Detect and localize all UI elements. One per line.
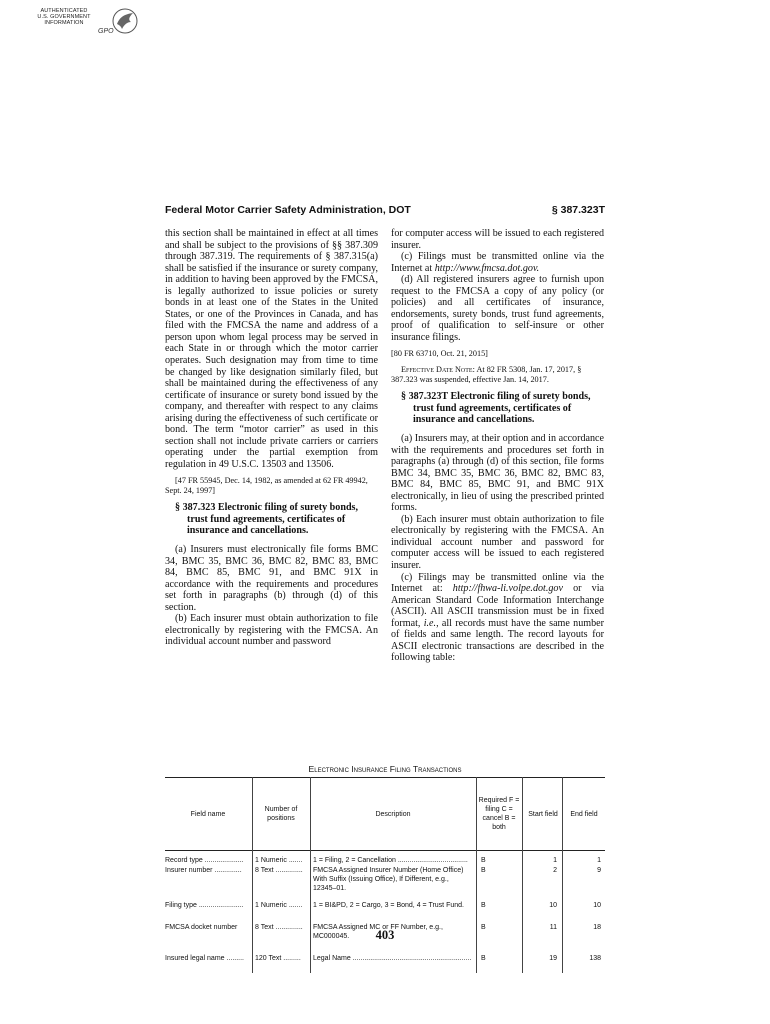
right-paragraph-c2-text-2: or via American Standard Code Information Interchange (ASCII). All ASCII transmission must be in fixed format, <box>391 583 604 629</box>
cell-start: 1 <box>553 857 557 864</box>
cell-end: 18 <box>593 924 601 931</box>
seal-line-1: AUTHENTICATED <box>40 8 88 14</box>
eagle-seal-icon <box>110 6 140 36</box>
cell-positions: 8 Text .............. <box>255 924 303 931</box>
volpe-url-link[interactable]: http://fhwa-li.volpe.dot.gov <box>452 583 563 595</box>
seal-text <box>24 8 104 27</box>
cell-start: 11 <box>549 924 557 931</box>
right-paragraph-c2 <box>391 572 604 664</box>
right-paragraph-d: (d) All registered insurers agree to furnish upon request to the FMCSA a copy of any policy (or policies) and all certificates of insurance, endorsements, surety bonds, trust fund agreements, proof of qualification to self-insure or other insurance filings. <box>391 274 604 343</box>
cell-required: B <box>481 902 486 909</box>
running-head-agency: Federal Motor Carrier Safety Administration, DOT <box>165 204 411 216</box>
cell-field-name: Filing type ....................... <box>165 902 244 909</box>
running-head-section: § 387.323T <box>551 204 605 216</box>
header-end-field: End field <box>570 810 598 818</box>
cell-required: B <box>481 924 486 931</box>
cell-end: 1 <box>597 857 601 864</box>
effective-date-note-label: Effective Date Note: <box>401 365 475 375</box>
column-divider <box>562 777 563 973</box>
right-paragraph-b: (b) Each insurer must obtain authorization to file electronically by registering with the FMCSA. An individual account number and password for computer access will be issued to each registered insurer. <box>391 513 604 571</box>
cell-field-name: FMCSA docket number <box>165 924 238 931</box>
header-positions: Number of positions <box>264 806 298 822</box>
column-divider <box>310 777 311 973</box>
cell-start: 2 <box>553 867 557 874</box>
cell-positions: 1 Numeric ....... <box>255 902 303 909</box>
cell-end: 138 <box>589 955 601 962</box>
column-divider <box>476 777 477 973</box>
section-387-323-heading: § 387.323 Electronic filing of surety bonds, trust fund agreements, certificates of insurance and cancellations. <box>175 502 359 537</box>
effective-date-note-text: At 82 FR 5308, Jan. 17, 2017, § 387.323 was suspended, effective Jan. 14, 2017. <box>391 365 582 385</box>
cell-end: 10 <box>593 902 601 909</box>
cell-positions: 1 Numeric ....... <box>255 857 303 864</box>
fmcsa-url-link[interactable]: http://www.fmcsa.dot.gov. <box>434 262 540 274</box>
cell-start: 10 <box>549 902 557 909</box>
effective-date-note <box>391 365 604 385</box>
cell-description: Legal Name ............................................................. <box>313 955 472 962</box>
ie-abbrev: i.e., <box>423 617 439 629</box>
cell-description: 1 = BI&PD, 2 = Cargo, 3 = Bond, 4 = Trust Fund. <box>313 902 464 909</box>
right-column <box>391 228 604 664</box>
cell-field-name: Insured legal name ......... <box>165 955 244 962</box>
right-paragraph-a: (a) Insurers may, at their option and in accordance with the requirements and procedures set forth in paragraphs (a) through (d) of this section, file forms BMC 34, BMC 35, BMC 36, BMC 82, BMC 83, BMC 84, BMC 85, BMC 91, and BMC 91X electronically, in lieu of using the prescribed printed forms. <box>391 432 604 514</box>
right-source-note: [80 FR 63710, Oct. 21, 2015] <box>391 349 488 359</box>
right-paragraph-c2-text-1: (c) Filings may be transmitted online via the Internet at: <box>391 571 604 595</box>
left-paragraph-a: (a) Insurers must electronically file forms BMC 34, BMC 35, BMC 36, BMC 82, BMC 83, BMC 84, BMC 85, BMC 91, and BMC 91X in accordance with the requirements and procedures set forth in paragraphs (b) through (d) of this section. <box>165 543 378 613</box>
seal-line-3: INFORMATION <box>44 20 84 27</box>
left-paragraph-b: (b) Each insurer must obtain authorization to file electronically by registering with the FMCSA. An individual account number and password <box>165 613 378 648</box>
header-description: Description <box>375 810 411 818</box>
running-head <box>165 204 605 218</box>
header-start-field: Start field <box>528 810 558 818</box>
seal-line-2: U.S. GOVERNMENT <box>37 14 91 21</box>
cell-end: 9 <box>597 867 601 874</box>
gpo-authentication-seal <box>24 8 144 40</box>
right-paragraph-c-text: (c) Filings must be transmitted online via the Internet at <box>391 251 604 274</box>
left-source-note: [47 FR 55945, Dec. 14, 1982, as amended at 62 FR 49942, Sept. 24, 1997] <box>165 476 368 496</box>
right-paragraph-c <box>391 251 604 274</box>
header-required: Required F = filing C = cancel B = both <box>478 797 520 831</box>
column-divider <box>252 777 253 973</box>
cell-start: 19 <box>549 955 557 962</box>
left-paragraph-1: this section shall be maintained in effect at all times and shall be subject to the provisions of §§ 387.309 through 387.319. The requirements of § 387.315(a) shall be satisfied if the insurance or surety company, in addition to having been approved by the FMCSA, is legally authorized to issue policies or surety bonds in at least one of the States in the United States, or one of the Provinces in Canada, and has filed with the FMCSA the name and address of a person upon whom legal process may be served in each State in or through which the motor carrier operates. Such designation may from time to time be changed by like designation similarly filed, but shall be maintained during the effectiveness of any certificate of insurance or surety bond issued by the company, and thereafter with respect to any claims arising during the effectiveness of such certificate or bond. The term “motor carrier” as used in this section shall not include private carriers or carriers operating under the partial exemption from regulation in 49 U.S.C. 13503 and 13506. <box>165 228 378 470</box>
cell-description: FMCSA Assigned MC or FF Number, e.g., MC000045. <box>313 924 443 940</box>
right-paragraph-1: for computer access will be issued to each registered insurer. <box>391 228 604 251</box>
table-header <box>165 777 605 851</box>
header-field-name: Field name <box>190 810 226 818</box>
cell-positions: 120 Text ......... <box>255 955 301 962</box>
cell-field-name: Insurer number .............. <box>165 867 242 874</box>
cell-required: B <box>481 857 486 864</box>
cell-field-name: Record type .................... <box>165 857 244 864</box>
left-column <box>165 228 378 648</box>
cell-required: B <box>481 955 486 962</box>
table-title: Electronic Insurance Filing Transactions <box>308 764 462 774</box>
column-divider <box>522 777 523 973</box>
page-number: 403 <box>375 928 395 942</box>
cell-description: FMCSA Assigned Insurer Number (Home Office) With Suffix (Issuing Office), If Different, e.g., 12345–01. <box>313 867 464 892</box>
seal-gpo-label: GPO <box>98 28 114 35</box>
cell-description: 1 = Filing, 2 = Cancellation .................................... <box>313 857 468 864</box>
section-387-323t-heading: § 387.323T Electronic filing of surety bonds, trust fund agreements, certificates of insurance and cancellations. <box>401 391 591 426</box>
right-paragraph-c2-text-3: all records must have the same number of fields and same length. The record layouts for ASCII electronic transactions are described in the following table: <box>391 617 605 664</box>
cell-positions: 8 Text .............. <box>255 867 303 874</box>
cell-required: B <box>481 867 486 874</box>
